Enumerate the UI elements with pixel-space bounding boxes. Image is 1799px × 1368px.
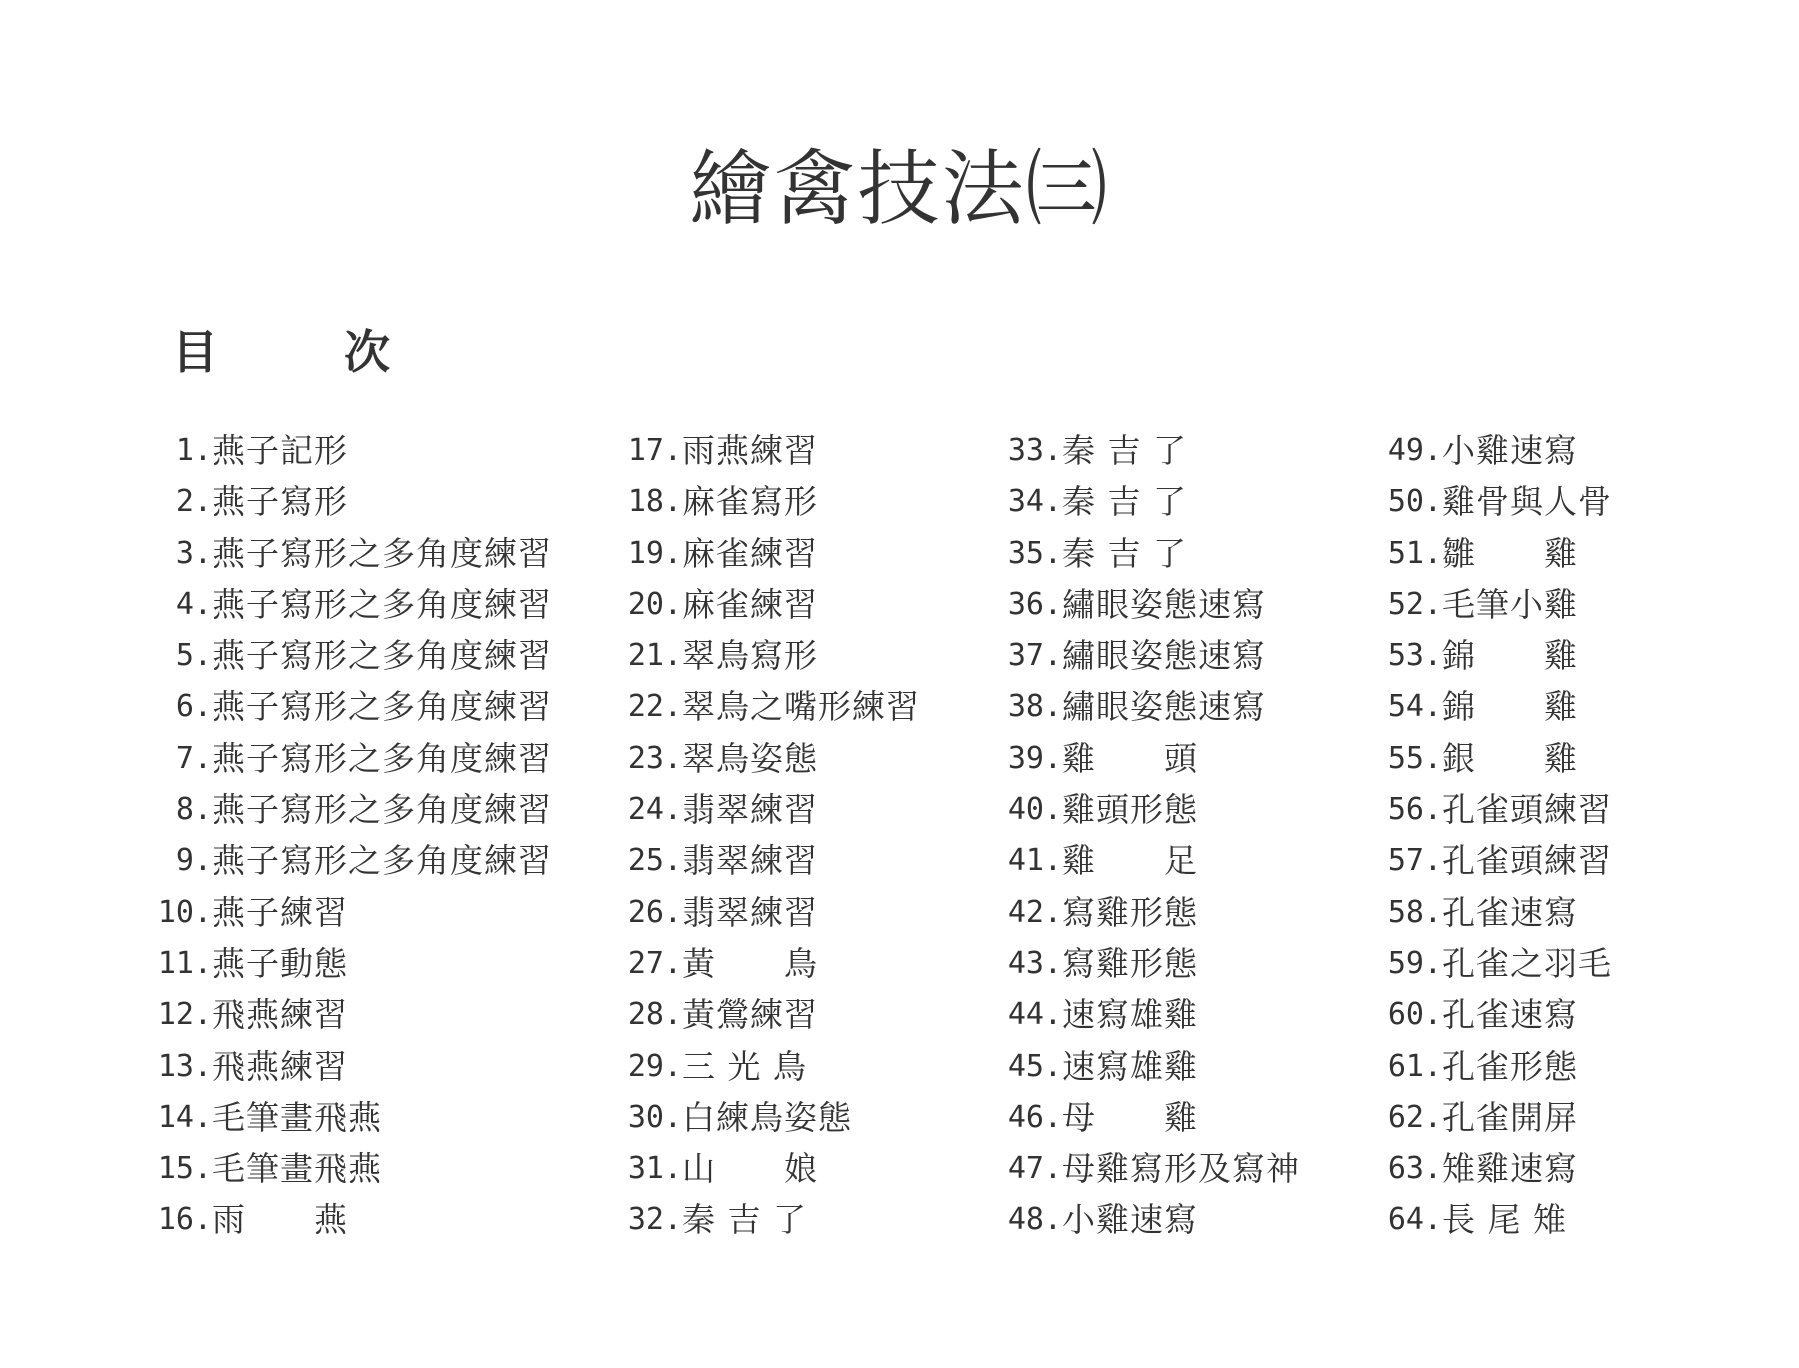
toc-item-number: 28. bbox=[627, 997, 682, 1033]
toc-item-label: 孔雀速寫 bbox=[1442, 995, 1578, 1035]
toc-item bbox=[1370, 1041, 1612, 1092]
toc-item bbox=[1370, 733, 1612, 784]
toc-item bbox=[990, 1194, 1300, 1245]
toc-item-number: 22. bbox=[627, 689, 682, 725]
toc-item-number: 5. bbox=[175, 638, 212, 674]
toc-item bbox=[140, 835, 552, 886]
toc-item bbox=[140, 887, 552, 938]
toc-item-number: 46. bbox=[1007, 1099, 1062, 1135]
toc-item-number: 43. bbox=[1007, 945, 1062, 981]
toc-item bbox=[610, 1143, 920, 1194]
toc-item bbox=[610, 630, 920, 681]
toc-item bbox=[1370, 681, 1612, 732]
toc-item bbox=[140, 681, 552, 732]
toc-item-label: 寫雞形態 bbox=[1062, 943, 1198, 983]
toc-item bbox=[610, 425, 920, 476]
toc-item-number: 19. bbox=[627, 535, 682, 571]
toc-item-label: 孔雀形態 bbox=[1442, 1046, 1578, 1086]
toc-item-number: 63. bbox=[1387, 1151, 1442, 1187]
toc-item-label: 小雞速寫 bbox=[1062, 1200, 1198, 1240]
toc-item bbox=[610, 784, 920, 835]
toc-item-label: 燕子寫形之多角度練習 bbox=[212, 841, 552, 881]
toc-item-number: 58. bbox=[1387, 894, 1442, 930]
toc-item-number: 3. bbox=[175, 535, 212, 571]
toc-item-number: 60. bbox=[1387, 997, 1442, 1033]
toc-item-label: 孔雀頭練習 bbox=[1442, 841, 1612, 881]
toc-item bbox=[610, 579, 920, 630]
toc-item-label: 速寫雄雞 bbox=[1062, 995, 1198, 1035]
toc-item-label: 銀 雞 bbox=[1442, 738, 1578, 778]
toc-item bbox=[1370, 835, 1612, 886]
toc-item-number: 24. bbox=[627, 792, 682, 828]
toc-item-label: 麻雀練習 bbox=[682, 533, 818, 573]
toc-item-number: 17. bbox=[627, 433, 682, 468]
toc-item-number: 59. bbox=[1387, 945, 1442, 981]
toc-item bbox=[990, 579, 1300, 630]
toc-item bbox=[140, 630, 552, 681]
toc-column-1 bbox=[140, 425, 552, 1246]
toc-item-number: 25. bbox=[627, 843, 682, 879]
toc-item-label: 黃 鳥 bbox=[682, 943, 818, 983]
toc-item bbox=[610, 1092, 920, 1143]
toc-item-label: 母 雞 bbox=[1062, 1097, 1198, 1137]
toc-item-label: 翠鳥姿態 bbox=[682, 738, 818, 778]
toc-item-label: 燕子寫形之多角度練習 bbox=[212, 687, 552, 727]
toc-item-number: 53. bbox=[1387, 638, 1442, 674]
toc-item-label: 雞骨與人骨 bbox=[1442, 482, 1612, 522]
toc-item-label: 麻雀寫形 bbox=[682, 482, 818, 522]
toc-item-number: 9. bbox=[175, 843, 212, 879]
toc-item bbox=[1370, 630, 1612, 681]
toc-item-label: 雛 雞 bbox=[1442, 533, 1578, 573]
toc-item-label: 錦 雞 bbox=[1442, 636, 1578, 676]
toc-item bbox=[610, 989, 920, 1040]
toc-item bbox=[990, 1143, 1300, 1194]
toc-item-number: 45. bbox=[1007, 1048, 1062, 1084]
toc-item-label: 寫雞形態 bbox=[1062, 892, 1198, 932]
toc-item-label: 翡翠練習 bbox=[682, 841, 818, 881]
toc-item-label: 錦 雞 bbox=[1442, 687, 1578, 727]
toc-item-number: 49. bbox=[1387, 433, 1442, 468]
toc-item-number: 10. bbox=[157, 894, 212, 930]
toc-item-label: 速寫雄雞 bbox=[1062, 1046, 1198, 1086]
toc-item bbox=[1370, 1092, 1612, 1143]
toc-item bbox=[610, 528, 920, 579]
page-title: 繪禽技法㈢ bbox=[689, 142, 1110, 237]
toc-item bbox=[140, 1194, 552, 1245]
toc-item-number: 64. bbox=[1387, 1202, 1442, 1238]
toc-item-number: 8. bbox=[175, 792, 212, 828]
toc-item-number: 30. bbox=[627, 1099, 682, 1135]
toc-item-label: 翡翠練習 bbox=[682, 790, 818, 830]
toc-item bbox=[990, 476, 1300, 527]
toc-item-label: 孔雀之羽毛 bbox=[1442, 943, 1612, 983]
toc-item bbox=[990, 630, 1300, 681]
toc-item bbox=[1370, 476, 1612, 527]
toc-item-label: 燕子寫形之多角度練習 bbox=[212, 636, 552, 676]
toc-item-label: 秦 吉 了 bbox=[1062, 482, 1187, 522]
toc-item-number: 36. bbox=[1007, 586, 1062, 622]
toc-item bbox=[610, 887, 920, 938]
toc-item-label: 燕子練習 bbox=[212, 892, 348, 932]
toc-item bbox=[1370, 938, 1612, 989]
toc-item bbox=[1370, 425, 1612, 476]
toc-item-number: 48. bbox=[1007, 1202, 1062, 1238]
toc-item-label: 雉雞速寫 bbox=[1442, 1149, 1578, 1189]
toc-item-label: 雞頭形態 bbox=[1062, 790, 1198, 830]
toc-item-label: 繡眼姿態速寫 bbox=[1062, 636, 1266, 676]
toc-item bbox=[990, 1092, 1300, 1143]
toc-item bbox=[1370, 1143, 1612, 1194]
toc-item-number: 1. bbox=[175, 433, 212, 468]
toc-item-number: 33. bbox=[1007, 433, 1062, 468]
toc-item bbox=[990, 528, 1300, 579]
toc-item-number: 35. bbox=[1007, 535, 1062, 571]
toc-item-label: 黃鶯練習 bbox=[682, 995, 818, 1035]
toc-item bbox=[140, 1041, 552, 1092]
toc-item bbox=[610, 835, 920, 886]
toc-item-number: 23. bbox=[627, 740, 682, 776]
toc-item-label: 長 尾 雉 bbox=[1442, 1200, 1567, 1240]
toc-item-number: 61. bbox=[1387, 1048, 1442, 1084]
toc-item-number: 42. bbox=[1007, 894, 1062, 930]
toc-item-label: 雨 燕 bbox=[212, 1200, 348, 1240]
toc-item bbox=[1370, 887, 1612, 938]
toc-column-4 bbox=[1370, 425, 1612, 1246]
toc-item bbox=[140, 579, 552, 630]
toc-item-label: 繡眼姿態速寫 bbox=[1062, 687, 1266, 727]
toc-item-number: 55. bbox=[1387, 740, 1442, 776]
toc-item bbox=[140, 476, 552, 527]
toc-item-label: 飛燕練習 bbox=[212, 1046, 348, 1086]
toc-item-label: 白練鳥姿態 bbox=[682, 1097, 852, 1137]
toc-item-number: 4. bbox=[175, 586, 212, 622]
toc-item-label: 翡翠練習 bbox=[682, 892, 818, 932]
toc-item-number: 18. bbox=[627, 484, 682, 520]
toc-item bbox=[1370, 528, 1612, 579]
toc-item-label: 秦 吉 了 bbox=[1062, 431, 1187, 470]
toc-item bbox=[140, 425, 552, 476]
toc-item bbox=[140, 784, 552, 835]
toc-item-number: 56. bbox=[1387, 792, 1442, 828]
toc-item-number: 11. bbox=[157, 945, 212, 981]
toc-item-number: 54. bbox=[1387, 689, 1442, 725]
toc-item-number: 41. bbox=[1007, 843, 1062, 879]
toc-item-label: 飛燕練習 bbox=[212, 995, 348, 1035]
toc-item bbox=[990, 784, 1300, 835]
toc-item bbox=[990, 1041, 1300, 1092]
toc-item-number: 50. bbox=[1387, 484, 1442, 520]
toc-item bbox=[990, 425, 1300, 476]
toc-item-label: 雨燕練習 bbox=[682, 431, 818, 470]
toc-item bbox=[1370, 579, 1612, 630]
toc-item-label: 燕子寫形之多角度練習 bbox=[212, 790, 552, 830]
toc-columns bbox=[0, 425, 1799, 1255]
toc-item-number: 39. bbox=[1007, 740, 1062, 776]
toc-item-label: 燕子動態 bbox=[212, 943, 348, 983]
toc-item-label: 秦 吉 了 bbox=[682, 1200, 807, 1240]
toc-item-number: 12. bbox=[157, 997, 212, 1033]
toc-item bbox=[1370, 1194, 1612, 1245]
toc-item-label: 燕子寫形之多角度練習 bbox=[212, 738, 552, 778]
toc-item bbox=[990, 938, 1300, 989]
toc-item bbox=[1370, 989, 1612, 1040]
toc-item-label: 毛筆畫飛燕 bbox=[212, 1149, 382, 1189]
toc-item-label: 毛筆畫飛燕 bbox=[212, 1097, 382, 1137]
toc-item-label: 燕子寫形之多角度練習 bbox=[212, 533, 552, 573]
toc-item-number: 62. bbox=[1387, 1099, 1442, 1135]
toc-column-2 bbox=[610, 425, 920, 1246]
toc-item-label: 繡眼姿態速寫 bbox=[1062, 584, 1266, 624]
toc-item bbox=[610, 681, 920, 732]
toc-item-number: 52. bbox=[1387, 586, 1442, 622]
toc-item-number: 7. bbox=[175, 740, 212, 776]
toc-column-3 bbox=[990, 425, 1300, 1246]
toc-item-number: 6. bbox=[175, 689, 212, 725]
toc-item-label: 母雞寫形及寫神 bbox=[1062, 1149, 1300, 1189]
toc-item-label: 雞 頭 bbox=[1062, 738, 1198, 778]
toc-item bbox=[1370, 784, 1612, 835]
toc-item bbox=[140, 1143, 552, 1194]
toc-item-number: 13. bbox=[157, 1048, 212, 1084]
toc-item-number: 27. bbox=[627, 945, 682, 981]
toc-item bbox=[610, 733, 920, 784]
toc-item-number: 16. bbox=[157, 1202, 212, 1238]
toc-item-label: 翠鳥之嘴形練習 bbox=[682, 687, 920, 727]
toc-item-label: 燕子寫形 bbox=[212, 482, 348, 522]
toc-item-label: 孔雀開屏 bbox=[1442, 1097, 1578, 1137]
toc-item-label: 山 娘 bbox=[682, 1149, 818, 1189]
toc-item-label: 毛筆小雞 bbox=[1442, 584, 1578, 624]
toc-item-number: 26. bbox=[627, 894, 682, 930]
toc-item bbox=[990, 835, 1300, 886]
toc-item-number: 32. bbox=[627, 1202, 682, 1238]
toc-item bbox=[610, 938, 920, 989]
toc-item bbox=[990, 733, 1300, 784]
toc-item-label: 翠鳥寫形 bbox=[682, 636, 818, 676]
toc-item bbox=[140, 733, 552, 784]
toc-item bbox=[610, 1041, 920, 1092]
toc-item bbox=[990, 887, 1300, 938]
toc-item bbox=[990, 681, 1300, 732]
toc-item-label: 孔雀頭練習 bbox=[1442, 790, 1612, 830]
toc-item-label: 雞 足 bbox=[1062, 841, 1198, 881]
toc-item-number: 14. bbox=[157, 1099, 212, 1135]
toc-item bbox=[610, 1194, 920, 1245]
toc-item-number: 31. bbox=[627, 1151, 682, 1187]
toc-item-number: 38. bbox=[1007, 689, 1062, 725]
toc-item-number: 40. bbox=[1007, 792, 1062, 828]
toc-item bbox=[140, 1092, 552, 1143]
toc-item-number: 51. bbox=[1387, 535, 1442, 571]
toc-item-number: 29. bbox=[627, 1048, 682, 1084]
toc-item-label: 小雞速寫 bbox=[1442, 431, 1578, 470]
toc-item-number: 20. bbox=[627, 586, 682, 622]
toc-item bbox=[610, 476, 920, 527]
toc-item-number: 15. bbox=[157, 1151, 212, 1187]
toc-item bbox=[140, 528, 552, 579]
toc-item-number: 2. bbox=[175, 484, 212, 520]
toc-item-number: 47. bbox=[1007, 1151, 1062, 1187]
toc-item-label: 燕子寫形之多角度練習 bbox=[212, 584, 552, 624]
toc-item-number: 34. bbox=[1007, 484, 1062, 520]
toc-item-label: 孔雀速寫 bbox=[1442, 892, 1578, 932]
toc-item-label: 三 光 鳥 bbox=[682, 1046, 807, 1086]
toc-item-label: 麻雀練習 bbox=[682, 584, 818, 624]
toc-item bbox=[990, 989, 1300, 1040]
toc-item-number: 57. bbox=[1387, 843, 1442, 879]
toc-item-label: 秦 吉 了 bbox=[1062, 533, 1187, 573]
toc-item-number: 44. bbox=[1007, 997, 1062, 1033]
toc-item-number: 37. bbox=[1007, 638, 1062, 674]
toc-item-number: 21. bbox=[627, 638, 682, 674]
toc-heading: 目 次 bbox=[172, 325, 430, 379]
toc-item bbox=[140, 989, 552, 1040]
toc-item-label: 燕子記形 bbox=[212, 431, 348, 470]
toc-item bbox=[140, 938, 552, 989]
